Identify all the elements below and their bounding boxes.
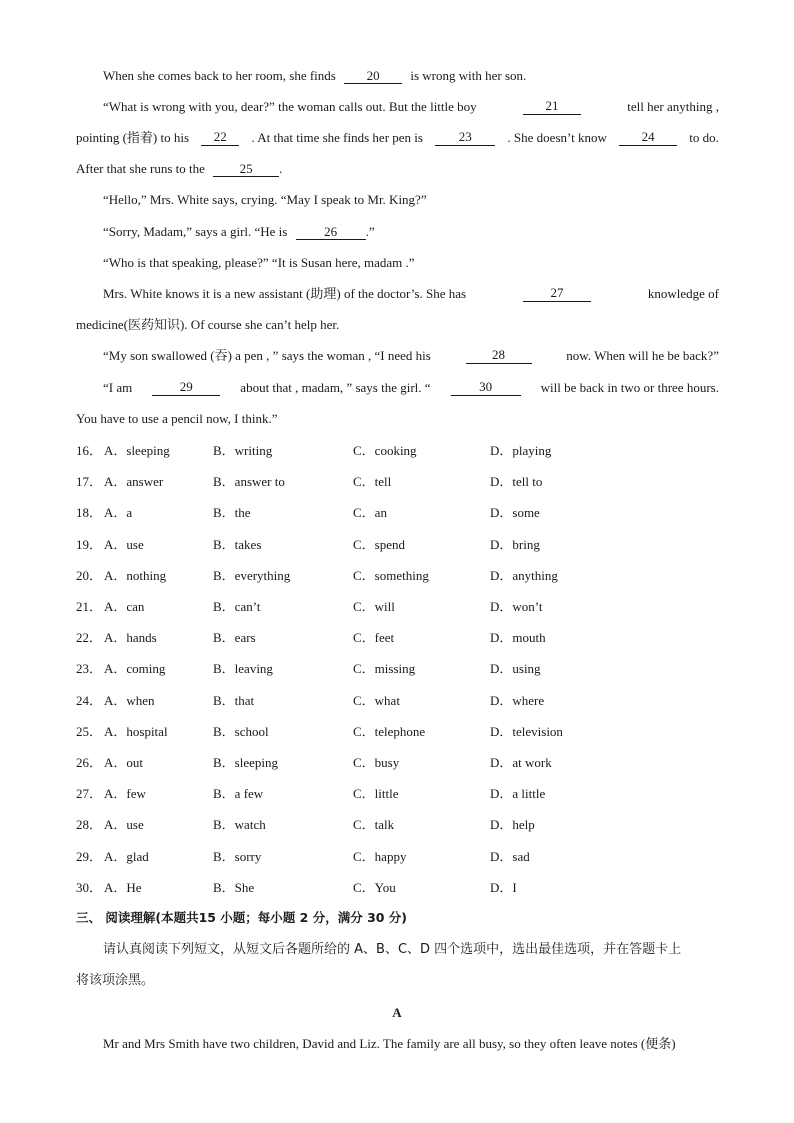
option-a: A．hospital (104, 723, 168, 739)
option-d: D．using (490, 661, 541, 677)
question-number: 21． (76, 599, 103, 614)
question-number: 19． (76, 536, 103, 552)
option-c: C．busy (353, 755, 400, 770)
passage-text: to do. (689, 130, 719, 145)
blank-23: 23 (435, 130, 495, 146)
blank-27: 27 (523, 286, 591, 302)
question-number: 28． (76, 817, 103, 833)
option-b: B．She (213, 879, 255, 895)
passage-start: Mr and Mrs Smith have two children, David and Liz. The family are all busy, so they often leave notes (便条) (103, 1036, 676, 1051)
passage-text: . (279, 161, 283, 176)
question-number: 22． (76, 630, 103, 646)
question-row (76, 723, 676, 741)
passage-text: about that , madam, ” says the girl. “ (240, 380, 431, 395)
option-b: B．that (213, 692, 255, 708)
passage-line-7 (103, 255, 719, 271)
question-number: 20． (76, 567, 103, 583)
passage-text: “Hello,” Mrs. White says, crying. “May I speak to Mr. King?” (103, 192, 427, 207)
passage-text: knowledge of (647, 286, 719, 301)
question-row (76, 567, 676, 585)
option-c: C．tell (353, 474, 392, 490)
option-a: A．when (104, 692, 155, 708)
option-a: A．glad (104, 848, 149, 864)
option-a: A．a (104, 505, 133, 521)
passage-text: . She doesn’t know (507, 130, 607, 145)
blank-29: 29 (152, 380, 220, 396)
option-c: C．cooking (353, 443, 417, 458)
question-number: 18． (76, 505, 103, 521)
option-b: B．ears (213, 630, 256, 646)
question-row (76, 660, 676, 678)
option-c: C．will (353, 599, 395, 614)
option-a: A．few (104, 786, 146, 802)
passage-text: “I am (103, 380, 133, 395)
question-row (76, 473, 676, 491)
passage-text: now. When will he be back?” (566, 348, 719, 363)
option-c: C．little (353, 786, 399, 802)
option-b: B．a few (213, 786, 264, 802)
question-number: 23． (76, 661, 103, 677)
option-a: A．out (104, 755, 144, 770)
option-a: A．hands (104, 630, 157, 646)
option-a: A．sleeping (104, 443, 170, 458)
passage-line-2 (103, 99, 719, 115)
blank-25: 25 (213, 162, 279, 177)
blank-22: 22 (201, 130, 239, 146)
passage-line-4 (76, 161, 719, 177)
passage-text: Mrs. White knows it is a new assistant (助理) of the doctor’s. She has (103, 286, 467, 301)
option-c: C．missing (353, 661, 416, 677)
passage-line-3 (76, 130, 719, 146)
question-row (76, 598, 676, 616)
question-row (76, 504, 676, 522)
section-instruction-cont: 将该项涂黑。 (76, 973, 155, 988)
option-d: D．a little (490, 786, 546, 802)
option-c: C．happy (353, 848, 407, 864)
option-d: D．mouth (490, 630, 546, 646)
passage-text: medicine(医药知识). Of course she can’t help her. (76, 317, 340, 332)
option-d: D．help (490, 817, 535, 833)
question-number: 16． (76, 443, 103, 458)
question-number: 29． (76, 848, 103, 864)
passage-line-1 (103, 68, 719, 84)
option-a: A．use (104, 536, 144, 552)
question-row (76, 629, 676, 647)
option-b: B．the (213, 505, 251, 521)
option-a: A．coming (104, 661, 166, 677)
option-c: C．something (353, 567, 429, 583)
passage-text: will be back in two or three hours. (540, 380, 719, 395)
option-d: D．at work (490, 755, 552, 770)
option-c: C．an (353, 505, 387, 521)
section-heading: 三、 阅读理解(本题共15 小题；每小题 2 分，满分 30 分) (76, 910, 408, 925)
question-number: 17． (76, 474, 103, 490)
passage-text: . At that time she finds her pen is (251, 130, 423, 145)
passage-text: is wrong with her son. (410, 68, 527, 83)
option-c: C．spend (353, 536, 406, 552)
passage-line-8 (103, 286, 719, 302)
question-row (76, 536, 676, 554)
passage-text: “Sorry, Madam,” says a girl. “He is (103, 224, 288, 239)
blank-30: 30 (451, 380, 521, 396)
option-b: B．answer to (213, 474, 285, 490)
option-d: D．some (490, 505, 540, 521)
passage-text: You have to use a pencil now, I think.” (76, 411, 278, 426)
passage-text: tell her anything , (627, 99, 719, 114)
question-number: 24． (76, 692, 103, 708)
passage-line-10 (103, 348, 719, 364)
option-c: C．feet (353, 630, 395, 646)
option-b: B．leaving (213, 661, 273, 677)
passage-text: “My son swallowed (吞) a pen , ” says the woman , “I need his (103, 348, 431, 363)
question-number: 27． (76, 786, 103, 802)
option-b: B．watch (213, 817, 266, 833)
option-a: A．He (104, 879, 142, 895)
passage-text: “Who is that speaking, please?” “It is Susan here, madam .” (103, 255, 415, 270)
option-d: D．tell to (490, 474, 543, 490)
blank-26: 26 (296, 225, 366, 240)
passage-text: After that she runs to the (76, 161, 205, 176)
blank-21: 21 (523, 99, 581, 115)
blank-20: 20 (344, 69, 402, 84)
option-b: B．writing (213, 443, 273, 458)
passage-label: A (392, 1005, 402, 1020)
option-d: D．television (490, 723, 563, 739)
option-d: D．sad (490, 848, 530, 864)
blank-24: 24 (619, 130, 677, 146)
option-c: C．what (353, 692, 400, 708)
option-a: A．answer (104, 474, 164, 490)
passage-text: “What is wrong with you, dear?” the woman calls out. But the little boy (103, 99, 477, 114)
passage-line-11 (103, 380, 719, 396)
blank-28: 28 (466, 348, 532, 364)
section-instruction: 请认真阅读下列短文，从短文后各题所给的 A、B、C、D 四个选项中，选出最佳选项，并在答题卡上 (103, 942, 682, 957)
option-d: D．anything (490, 567, 558, 583)
option-d: D．playing (490, 443, 552, 458)
passage-line-12 (76, 411, 719, 427)
question-number: 25． (76, 723, 103, 739)
option-a: A．use (104, 817, 144, 833)
question-row (76, 879, 676, 897)
option-b: B．everything (213, 567, 291, 583)
option-b: B．sleeping (213, 755, 278, 770)
passage-text: .” (365, 224, 375, 239)
option-a: A．can (104, 599, 145, 614)
passage-text: pointing (指着) to his (76, 130, 190, 145)
question-row (76, 848, 676, 866)
option-b: B．can’t (213, 599, 261, 614)
question-row (76, 692, 676, 710)
question-row (76, 816, 676, 834)
question-number: 26． (76, 755, 103, 770)
question-row (76, 442, 676, 460)
passage-line-6 (103, 224, 719, 240)
option-b: B．takes (213, 536, 262, 552)
option-b: B．sorry (213, 848, 262, 864)
question-row (76, 754, 676, 772)
option-b: B．school (213, 723, 269, 739)
option-d: D．won’t (490, 599, 543, 614)
option-d: D．I (490, 879, 517, 895)
option-c: C．talk (353, 817, 395, 833)
passage-line-9 (76, 317, 719, 333)
option-d: D．bring (490, 536, 540, 552)
option-a: A．nothing (104, 567, 167, 583)
passage-line-5 (103, 192, 719, 208)
question-number: 30． (76, 879, 103, 895)
option-c: C．telephone (353, 723, 426, 739)
option-c: C．You (353, 879, 396, 895)
question-row (76, 785, 676, 803)
passage-text: When she comes back to her room, she finds (103, 68, 336, 83)
option-d: D．where (490, 692, 545, 708)
